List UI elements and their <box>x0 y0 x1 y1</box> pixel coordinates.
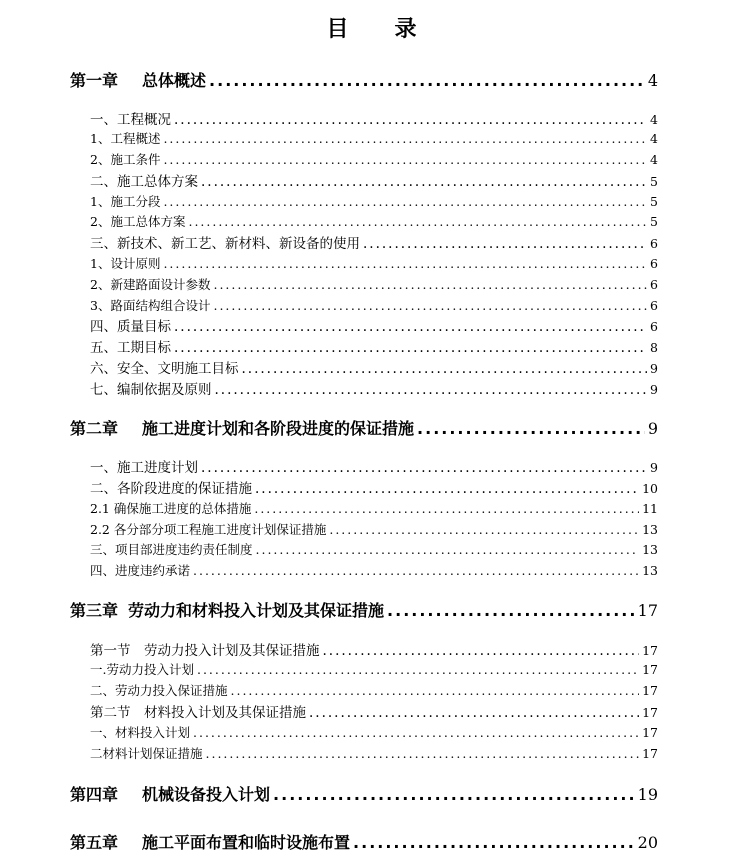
toc-item-label: 一、材料投入计划 <box>90 725 191 740</box>
toc-item-label: 三、项目部进度违约责任制度 <box>90 542 253 557</box>
toc-item-label: 二、劳动力投入保证措施 <box>90 683 228 698</box>
dot-leader <box>197 662 639 677</box>
toc-chapter-1[interactable] <box>70 68 658 91</box>
page-number: 17 <box>642 662 658 677</box>
title-part-2: 录 <box>394 17 419 42</box>
dot-leader <box>353 833 635 852</box>
chapter-title: 劳动力和材料投入计划及其保证措施 <box>128 601 385 620</box>
toc-item[interactable] <box>90 540 658 558</box>
dot-leader <box>188 214 647 229</box>
dot-leader <box>309 705 639 721</box>
page-number: 6 <box>650 256 658 271</box>
page-number: 5 <box>650 174 658 189</box>
toc-item[interactable] <box>90 150 658 168</box>
toc-item[interactable] <box>90 232 658 252</box>
page-number: 4 <box>650 112 658 127</box>
toc-item[interactable] <box>90 129 658 147</box>
toc-item[interactable] <box>90 336 658 356</box>
page-number: 5 <box>650 214 658 229</box>
chapter-number: 第三章 <box>70 601 119 620</box>
dot-leader <box>323 643 640 659</box>
toc-chapter-3[interactable] <box>70 598 658 621</box>
toc-item[interactable] <box>90 212 658 230</box>
toc-item-label: 二、各阶段进度的保证措施 <box>90 481 252 497</box>
chapter-title: 施工平面布置和临时设施布置 <box>142 833 351 852</box>
chapter-title: 施工进度计划和各阶段进度的保证措施 <box>142 419 415 438</box>
page-number: 17 <box>642 643 658 658</box>
page-number: 4 <box>650 131 658 146</box>
toc-item-label: 一、工程概况 <box>90 112 171 128</box>
page-number: 9 <box>650 460 658 475</box>
page-number: 10 <box>642 481 658 496</box>
toc-item-label: 五、工期目标 <box>90 340 171 356</box>
toc-item[interactable] <box>90 561 658 579</box>
page-number: 9 <box>650 382 658 397</box>
page-number: 11 <box>642 501 658 516</box>
toc-chapter-5[interactable] <box>70 830 658 853</box>
dot-leader <box>193 725 639 740</box>
toc-item[interactable] <box>90 520 658 538</box>
dot-leader <box>329 522 639 537</box>
toc-item-label: 二、施工总体方案 <box>90 174 198 190</box>
toc-item-label: 1、工程概述 <box>90 131 161 146</box>
dot-leader <box>231 683 640 698</box>
page-number: 5 <box>650 194 658 209</box>
chapter-number: 第四章 <box>70 785 119 804</box>
toc-item[interactable] <box>90 108 658 128</box>
dot-leader <box>256 542 640 557</box>
toc-item-label: 3、路面结构组合设计 <box>90 298 211 313</box>
dot-leader <box>163 131 647 146</box>
toc-item[interactable] <box>90 701 658 721</box>
title-part-1: 目 <box>326 17 351 42</box>
toc-item-label: 一.劳动力投入计划 <box>90 662 194 677</box>
chapter-number: 第二章 <box>70 419 119 438</box>
page-number: 17 <box>642 705 658 720</box>
page-number: 8 <box>650 340 658 355</box>
toc-item[interactable] <box>90 477 658 497</box>
toc-item[interactable] <box>90 681 658 699</box>
dot-leader <box>174 340 647 356</box>
toc-item[interactable] <box>90 315 658 335</box>
toc-item-label: 第一节 劳动力投入计划及其保证措施 <box>90 643 320 659</box>
toc-item-label: 二材料计划保证措施 <box>90 746 203 761</box>
chapter-number: 第五章 <box>70 833 119 852</box>
page-number: 4 <box>650 152 658 167</box>
toc-item-label: 2、新建路面设计参数 <box>90 277 211 292</box>
dot-leader <box>213 298 647 313</box>
page-number: 9 <box>647 419 658 438</box>
dot-leader <box>255 481 639 497</box>
toc-item-label: 2.2 各分部分项工程施工进度计划保证措施 <box>90 522 327 537</box>
dot-leader <box>273 785 635 804</box>
toc-item-label: 六、安全、文明施工目标 <box>90 361 239 377</box>
page-number: 6 <box>650 236 658 251</box>
toc-item-label: 1、设计原则 <box>90 256 161 271</box>
dot-leader <box>215 382 648 398</box>
toc-item[interactable] <box>90 639 658 659</box>
toc-item-label: 1、施工分段 <box>90 194 161 209</box>
toc-item[interactable] <box>90 378 658 398</box>
dot-leader <box>174 319 647 335</box>
toc-item[interactable] <box>90 170 658 190</box>
toc-chapter-2[interactable] <box>70 416 658 439</box>
page-number: 6 <box>650 319 658 334</box>
page-number: 9 <box>650 361 658 376</box>
toc-item[interactable] <box>90 357 658 377</box>
dot-leader <box>163 194 647 209</box>
page-number: 13 <box>642 542 658 557</box>
chapter-title: 机械设备投入计划 <box>142 785 271 804</box>
toc-item[interactable] <box>90 456 658 476</box>
page-number: 19 <box>637 785 658 804</box>
dot-leader <box>201 460 647 476</box>
dot-leader <box>163 152 647 167</box>
page-number: 20 <box>637 833 658 852</box>
dot-leader <box>201 174 647 190</box>
page-number: 17 <box>642 746 658 761</box>
toc-item[interactable] <box>90 723 658 741</box>
toc-item-label: 一、施工进度计划 <box>90 460 198 476</box>
toc-chapter-4[interactable] <box>70 782 658 805</box>
page-title <box>0 12 745 43</box>
dot-leader <box>242 361 648 377</box>
dot-leader <box>209 71 645 90</box>
page-number: 17 <box>637 601 658 620</box>
toc-item[interactable] <box>90 254 658 272</box>
toc-item-label: 四、进度违约承诺 <box>90 563 191 578</box>
dot-leader <box>174 112 647 128</box>
toc-item[interactable] <box>90 296 658 314</box>
toc-item-label: 第二节 材料投入计划及其保证措施 <box>90 705 306 721</box>
dot-leader <box>387 601 635 620</box>
dot-leader <box>193 563 639 578</box>
dot-leader <box>163 256 647 271</box>
dot-leader <box>213 277 647 292</box>
toc-item[interactable] <box>90 744 658 762</box>
toc-item-label: 2、施工条件 <box>90 152 161 167</box>
dot-leader <box>254 501 639 516</box>
page-number: 13 <box>642 563 658 578</box>
toc-item[interactable] <box>90 499 658 517</box>
chapter-number: 第一章 <box>70 71 119 90</box>
toc-item-label: 七、编制依据及原则 <box>90 382 212 398</box>
page-number: 13 <box>642 522 658 537</box>
dot-leader <box>363 236 647 252</box>
chapter-title: 总体概述 <box>142 71 207 90</box>
toc-item[interactable] <box>90 275 658 293</box>
toc-item[interactable] <box>90 192 658 210</box>
dot-leader <box>417 419 645 438</box>
toc-item[interactable] <box>90 660 658 678</box>
toc-item-label: 2.1 确保施工进度的总体措施 <box>90 501 252 516</box>
toc-item-label: 三、新技术、新工艺、新材料、新设备的使用 <box>90 236 360 252</box>
page-number: 6 <box>650 298 658 313</box>
toc-item-label: 四、质量目标 <box>90 319 171 335</box>
page-number: 17 <box>642 683 658 698</box>
page-number: 6 <box>650 277 658 292</box>
page-number: 4 <box>647 71 658 90</box>
toc-item-label: 2、施工总体方案 <box>90 214 186 229</box>
page-number: 17 <box>642 725 658 740</box>
dot-leader <box>206 746 640 761</box>
